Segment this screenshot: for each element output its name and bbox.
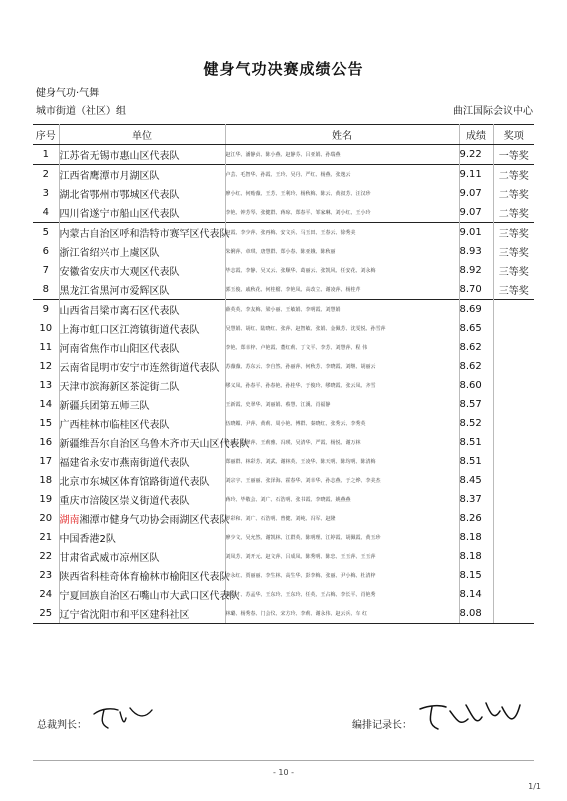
names-cell: 缪义凤、孙春平、孙春艳、孙桂华、于俊玲、缪晓霞、张云凤、齐雪 bbox=[225, 376, 459, 395]
award-cell bbox=[493, 452, 534, 471]
award-cell bbox=[493, 376, 534, 395]
names-cell: 李艳、郑幸梓、卢艳霞、董红莉、丁文平、李芳、刘慧萍、程 伟 bbox=[225, 338, 459, 357]
award-cell bbox=[493, 319, 534, 338]
award-cell bbox=[493, 528, 534, 547]
table-row bbox=[33, 585, 534, 604]
unit-cell: 天津市滨海新区茶淀街二队 bbox=[59, 376, 225, 395]
score-cell: 8.70 bbox=[459, 280, 493, 300]
score-cell: 8.52 bbox=[459, 414, 493, 433]
names-cell: 杜娟、赵翠萍、王莉雅、冯瑛、吴清华、严霞、杨悦、谢万林 bbox=[225, 433, 459, 452]
award-cell bbox=[493, 471, 534, 490]
award-cell bbox=[493, 414, 534, 433]
unit-text: 湘潭市健身气功协会雨湖区代表队 bbox=[79, 515, 230, 526]
names-cell: 吴慧娟、胡红、陆晓红、张萍、赵智敏、张娟、金佩芳、沈雯悦、孙雪萍 bbox=[225, 319, 459, 338]
unit-cell: 新疆维吾尔自治区乌鲁木齐市天山区代表队 bbox=[59, 433, 225, 452]
names-cell: 朱俐萍、章琪、唐慧群、郑小春、陈亚娥、陈秋丽 bbox=[225, 242, 459, 261]
table-row bbox=[33, 471, 534, 490]
unit-cell: 中国香港2队 bbox=[59, 528, 225, 547]
column-header-rank: 序号 bbox=[33, 125, 59, 145]
names-cell: 毕志霞、李静、吴又云、张顺华、葛丽云、张凯风、任安花、刘永梅 bbox=[225, 261, 459, 280]
column-header-score: 成绩 bbox=[459, 125, 493, 145]
event-name: 健身气功·气舞 bbox=[36, 88, 100, 99]
unit-cell: 湖北省鄂州市鄂城区代表队 bbox=[59, 184, 225, 203]
score-cell: 8.08 bbox=[459, 604, 493, 624]
rank-cell: 18 bbox=[33, 471, 59, 490]
award-cell bbox=[493, 338, 534, 357]
score-cell: 8.51 bbox=[459, 433, 493, 452]
page-title: 健身气功决赛成绩公告 bbox=[203, 60, 364, 78]
table-row bbox=[33, 184, 534, 203]
table-row bbox=[33, 433, 534, 452]
names-cell: 郑丽群、林彩芳、刘武、谢林英、王凌华、陈天明、陈均明、陈清梅 bbox=[225, 452, 459, 471]
award-cell: 二等奖 bbox=[498, 190, 529, 201]
names-cell: 伍晓媚、尹萍、黄莉、周小艳、傅群、秦晓红、张秀云、李秀英 bbox=[225, 414, 459, 433]
names-cell: 林璐、杨秀春、门会仪、宋方玲、李莉、谢永伟、赵云兵、车 红 bbox=[225, 604, 459, 624]
unit-cell: 福建省永安市燕南街道代表队 bbox=[59, 452, 225, 471]
award-cell: 三等奖 bbox=[498, 286, 529, 297]
names-cell: 赵霞、李少萍、张再梅、安文兵、马玉田、王春云、徐秀美 bbox=[225, 223, 459, 243]
score-cell: 8.92 bbox=[459, 261, 493, 280]
score-cell: 8.93 bbox=[459, 242, 493, 261]
venue-label: 曲江国际会议中心 bbox=[453, 106, 533, 117]
names-cell: 赵江华、潘静贞、陈小燕、赵静芬、吕亚娟、孙瑞燕 bbox=[225, 145, 459, 165]
table-row bbox=[33, 319, 534, 338]
names-cell: 薛英英、李友梅、梁小丽、王敏娟、李明霞、刘慧娟 bbox=[225, 300, 459, 320]
unit-cell: 陕西省科桂奇体育榆林市榆阳区代表队 bbox=[59, 566, 225, 585]
rank-cell: 15 bbox=[33, 414, 59, 433]
unit-cell: 北京市东城区体育馆路街道代表队 bbox=[59, 471, 225, 490]
names-cell: 罗彩和、刘广、石浩明、曾健、刘纯、冯军、赵隆 bbox=[225, 509, 459, 528]
rank-cell: 21 bbox=[33, 528, 59, 547]
rank-cell: 20 bbox=[33, 509, 59, 528]
score-cell: 8.62 bbox=[459, 338, 493, 357]
score-cell: 9.01 bbox=[459, 223, 493, 243]
names-cell: 王新霞、史翠华、刘丽娟、蔡慧、江溪、肖福静 bbox=[225, 395, 459, 414]
award-cell: 三等奖 bbox=[493, 223, 534, 243]
table-row bbox=[33, 604, 534, 624]
recorder-label: 编排记录长： bbox=[352, 720, 412, 731]
unit-cell: 甘肃省武威市凉州区队 bbox=[59, 547, 225, 566]
unit-cell: 江西省鹰潭市月湖区队 bbox=[59, 165, 225, 185]
rank-cell: 4 bbox=[33, 203, 59, 223]
rank-cell: 9 bbox=[33, 300, 59, 320]
unit-cell: 上海市虹口区江湾镇街道代表队 bbox=[59, 319, 225, 338]
score-cell: 9.22 bbox=[459, 145, 493, 165]
table-row bbox=[33, 300, 534, 320]
table-row bbox=[33, 280, 534, 300]
rank-cell: 3 bbox=[33, 184, 59, 203]
score-cell: 8.37 bbox=[459, 490, 493, 509]
names-cell: 刘宗宇、王丽丽、张泽海、霍春华、刘幸华、孙志燕、于之烨、李美杰 bbox=[225, 471, 459, 490]
group-label: 城市街道（社区）组 bbox=[36, 106, 126, 117]
award-cell bbox=[493, 604, 534, 624]
unit-cell: 山西省吕梁市离石区代表队 bbox=[59, 300, 225, 320]
rank-cell: 23 bbox=[33, 566, 59, 585]
table-row bbox=[33, 165, 534, 185]
rank-cell: 25 bbox=[33, 604, 59, 624]
award-cell bbox=[493, 490, 534, 509]
rank-cell: 2 bbox=[33, 165, 59, 185]
award-cell bbox=[493, 585, 534, 604]
results-table bbox=[33, 124, 534, 624]
names-cell: 蒋玲、毕敬会、刘广、石浩明、张书霞、李晓霞、姚燕燕 bbox=[225, 490, 459, 509]
rank-cell: 13 bbox=[33, 376, 59, 395]
column-header-award: 奖项 bbox=[493, 125, 534, 145]
unit-cell: 云南省昆明市安宁市连然街道代表队 bbox=[59, 357, 225, 376]
names-cell: 刘凤芳、刘开元、赵文萍、吕成凤、陈秀明、陈忠、王玉萍、王玉萍 bbox=[225, 547, 459, 566]
table-row bbox=[33, 547, 534, 566]
table-row bbox=[33, 414, 534, 433]
rank-cell: 22 bbox=[33, 547, 59, 566]
unit-cell bbox=[59, 509, 230, 528]
award-cell bbox=[493, 357, 534, 376]
unit-cell: 宁夏回族自治区石嘴山市大武口区代表队 bbox=[59, 585, 225, 604]
award-cell bbox=[493, 433, 534, 452]
rank-cell: 12 bbox=[33, 357, 59, 376]
score-cell: 9.07 bbox=[459, 184, 493, 203]
table-row bbox=[33, 528, 534, 547]
score-cell: 8.69 bbox=[459, 300, 493, 320]
table-row bbox=[33, 566, 534, 585]
rank-cell: 16 bbox=[33, 433, 59, 452]
table-row bbox=[33, 261, 534, 280]
score-cell: 8.26 bbox=[459, 509, 493, 528]
table-row bbox=[33, 357, 534, 376]
rank-cell: 17 bbox=[33, 452, 59, 471]
table-row bbox=[33, 509, 534, 528]
unit-cell: 河南省焦作市山阳区代表队 bbox=[59, 338, 225, 357]
names-cell: 廖小红、何贻薇、王芳、王利玲、杨秋梅、陈云、黄叔芳、汪汉珍 bbox=[225, 184, 459, 203]
unit-highlight: 湖南 bbox=[59, 515, 80, 526]
unit-cell: 四川省遂宁市船山区代表队 bbox=[59, 203, 225, 223]
award-cell bbox=[493, 566, 534, 585]
score-cell: 8.14 bbox=[459, 585, 493, 604]
rank-cell: 11 bbox=[33, 338, 59, 357]
names-cell: 李艳、钟芳琴、张健群、蒋琼、郑春平、邹家琳、刘小红、王小玲 bbox=[225, 203, 459, 223]
rank-cell: 14 bbox=[33, 395, 59, 414]
table-row bbox=[33, 203, 534, 223]
rank-cell: 19 bbox=[33, 490, 59, 509]
table-row bbox=[33, 490, 534, 509]
names-cell: 廖少文、吴允然、谢凯林、江群英、陈明理、江婷霞、胡佩霞、黄玉珍 bbox=[225, 528, 459, 547]
table-row bbox=[33, 338, 534, 357]
score-cell: 8.62 bbox=[459, 357, 493, 376]
rank-cell: 8 bbox=[33, 280, 59, 300]
score-cell: 9.11 bbox=[459, 165, 493, 185]
table-row bbox=[33, 242, 534, 261]
score-cell: 9.07 bbox=[459, 203, 493, 223]
rank-cell: 24 bbox=[33, 585, 59, 604]
names-cell: 苏薇薇、苏东云、李自然、孙丽萍、何秋芳、李晓霞、刘继、胡丽云 bbox=[225, 357, 459, 376]
award-cell: 二等奖 bbox=[498, 209, 529, 220]
award-cell bbox=[493, 395, 534, 414]
score-cell: 8.65 bbox=[459, 319, 493, 338]
award-cell bbox=[493, 300, 534, 320]
rank-cell: 5 bbox=[33, 223, 59, 243]
table-row bbox=[33, 395, 534, 414]
names-cell: 郭玉俊、戚秋花、何桂榴、李艳凤、高改立、谢凌萍、杨桂芹 bbox=[225, 280, 459, 300]
chief-referee-label: 总裁判长： bbox=[37, 720, 87, 731]
names-cell: 刘凤才、苏孟华、王东玲、王东玲、任英、王占梅、李长平、肖艳秀 bbox=[225, 585, 459, 604]
column-header-unit: 单位 bbox=[59, 125, 225, 145]
unit-cell: 辽宁省沈阳市和平区建科社区 bbox=[59, 604, 225, 624]
page-number: - 10 - bbox=[272, 768, 295, 777]
score-cell: 8.57 bbox=[459, 395, 493, 414]
table-row bbox=[33, 223, 534, 243]
unit-cell: 广西桂林市临桂区代表队 bbox=[59, 414, 225, 433]
award-cell: 二等奖 bbox=[493, 165, 534, 185]
score-cell: 8.15 bbox=[459, 566, 493, 585]
rank-cell: 10 bbox=[33, 319, 59, 338]
table-header-row bbox=[33, 125, 534, 145]
unit-cell: 重庆市涪陵区崇义街道代表队 bbox=[59, 490, 225, 509]
rank-cell: 6 bbox=[33, 242, 59, 261]
recorder-signature bbox=[416, 697, 526, 737]
unit-cell: 安徽省安庆市大观区代表队 bbox=[59, 261, 225, 280]
table-row bbox=[33, 376, 534, 395]
names-cell: 卢芸、毛智华、孙霞、王玲、吴丹、严红、杨燕、张逸云 bbox=[225, 165, 459, 185]
score-cell: 8.18 bbox=[459, 528, 493, 547]
unit-cell: 新疆兵团第五师三队 bbox=[59, 395, 225, 414]
unit-cell: 内蒙古自治区呼和浩特市赛罕区代表队 bbox=[59, 223, 225, 243]
award-cell: 一等奖 bbox=[493, 145, 534, 165]
names-cell: 李永红、贾丽丽、李生林、高生华、彭李梅、张丽、尹小梅、杜清梓 bbox=[225, 566, 459, 585]
rank-cell: 1 bbox=[33, 145, 59, 165]
page-count: 1/1 bbox=[528, 782, 541, 791]
unit-cell: 浙江省绍兴市上虞区队 bbox=[59, 242, 225, 261]
award-cell bbox=[493, 547, 534, 566]
table-row bbox=[33, 452, 534, 471]
unit-cell: 黑龙江省黑河市爱辉区队 bbox=[59, 280, 225, 300]
score-cell: 8.51 bbox=[459, 452, 493, 471]
score-cell: 8.60 bbox=[459, 376, 493, 395]
award-cell: 三等奖 bbox=[498, 267, 529, 278]
unit-cell: 江苏省无锡市惠山区代表队 bbox=[59, 145, 225, 165]
column-header-names: 姓名 bbox=[225, 125, 459, 145]
footer-divider bbox=[33, 760, 534, 761]
score-cell: 8.18 bbox=[459, 547, 493, 566]
table-row bbox=[33, 145, 534, 165]
award-cell: 三等奖 bbox=[498, 248, 529, 259]
results-body bbox=[33, 145, 534, 624]
chief-referee-signature bbox=[90, 700, 160, 734]
award-cell bbox=[493, 509, 534, 528]
rank-cell: 7 bbox=[33, 261, 59, 280]
score-cell: 8.45 bbox=[459, 471, 493, 490]
